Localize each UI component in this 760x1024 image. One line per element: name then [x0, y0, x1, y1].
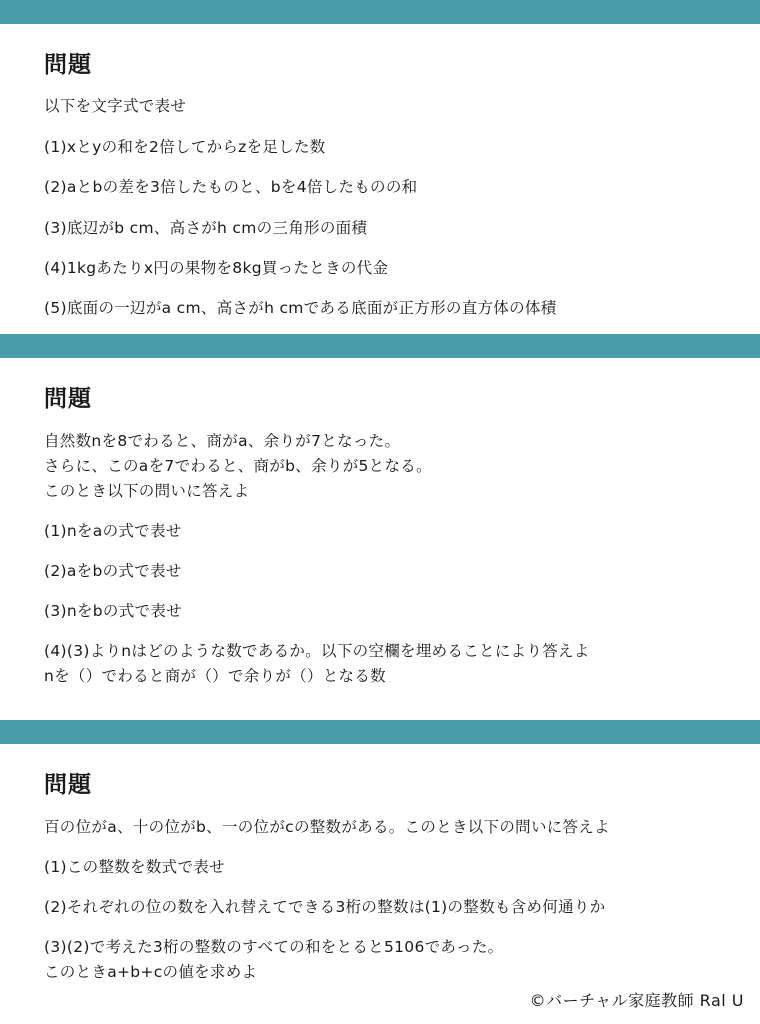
problem-1-intro: 以下を文字式で表せ — [44, 97, 187, 115]
problem-2-item-2: (2)aをbの式で表せ — [44, 562, 182, 580]
problem-2-intro-line-3: このとき以下の問いに答えよ — [44, 482, 250, 500]
problem-2-intro-line-1: 自然数nを8でわると、商がa、余りが7となった。 — [44, 432, 401, 450]
problem-2-item-3: (3)nをbの式で表せ — [44, 602, 182, 620]
problem-3-intro: 百の位がa、十の位がb、一の位がcの整数がある。このとき以下の問いに答えよ — [44, 818, 610, 836]
problem-3-heading: 問題 — [44, 772, 92, 798]
problem-3-item-3: (3)(2)で考えた3桁の整数のすべての和をとると5106であった。 — [44, 938, 504, 956]
problem-3-last-line: このときa+b+cの値を求めよ — [44, 963, 258, 981]
problem-1-heading: 問題 — [44, 52, 92, 78]
problem-3-item-2: (2)それぞれの位の数を入れ替えてできる3桁の整数は(1)の整数も含め何通りか — [44, 898, 606, 916]
problem-2-intro-line-2: さらに、このaを7でわると、商がb、余りが5となる。 — [44, 457, 432, 475]
problem-1-item-3: (3)底辺がb cm、高さがh cmの三角形の面積 — [44, 219, 368, 237]
section-band-top — [0, 0, 760, 24]
problem-3-item-1: (1)この整数を数式で表せ — [44, 858, 225, 876]
problem-2-blank-line: nを（）でわると商が（）で余りが（）となる数 — [44, 667, 386, 685]
problem-1-item-2: (2)aとbの差を3倍したものと、bを4倍したものの和 — [44, 178, 418, 196]
copyright-credit: ©バーチャル家庭教師 Ral U — [529, 991, 744, 1010]
problem-1-item-4: (4)1kgあたりx円の果物を8kg買ったときの代金 — [44, 259, 389, 277]
section-band-bottom — [0, 720, 760, 744]
problem-1-item-1: (1)xとyの和を2倍してからzを足した数 — [44, 138, 326, 156]
problem-1-item-5: (5)底面の一辺がa cm、高さがh cmである底面が正方形の直方体の体積 — [44, 299, 557, 317]
section-band-middle — [0, 334, 760, 358]
problem-2-heading: 問題 — [44, 386, 92, 412]
problem-2-item-1: (1)nをaの式で表せ — [44, 522, 182, 540]
problem-2-item-4: (4)(3)よりnはどのような数であるか。以下の空欄を埋めることにより答えよ — [44, 642, 590, 660]
